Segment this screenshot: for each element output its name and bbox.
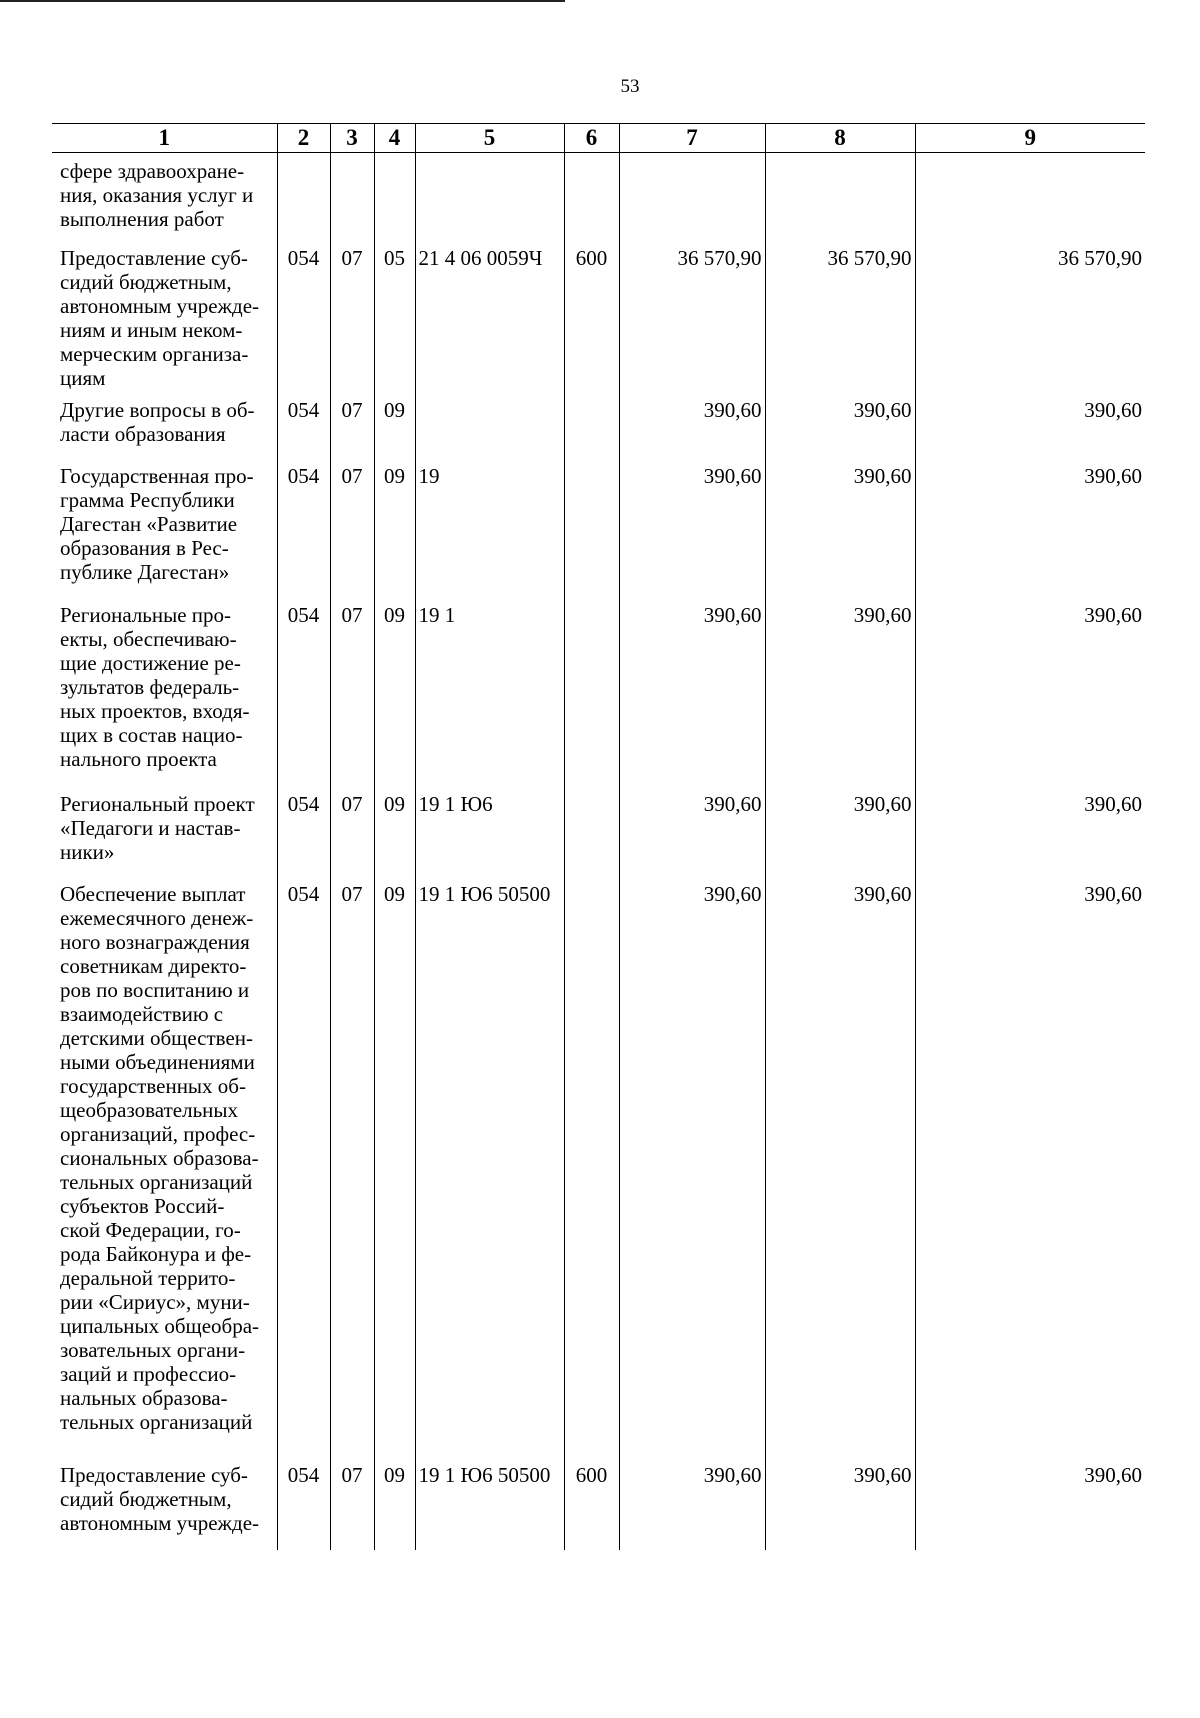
cell-subsection [374,153,415,243]
cell-amount-col8: 390,60 [765,600,915,789]
budget-table [52,123,1145,1550]
cell-amount-col9: 36 570,90 [915,243,1145,395]
column-header: 2 [277,124,330,153]
table-row [52,1460,1145,1550]
row-name: Государственная про- грамма Республики Дагестан «Развитие образования в Рес- публике Дагестан» [60,463,254,584]
cell-amount-col7: 390,60 [619,600,765,789]
cell-expense-type: 600 [564,243,619,395]
cell-subsection: 09 [374,789,415,879]
cell-admin-code: 054 [277,879,330,1460]
cell-amount-col7 [619,153,765,243]
cell-section [330,153,374,243]
cell-expense-type [564,600,619,789]
row-name: Региональные про- екты, обеспечиваю- щие достижение ре- зультатов федераль- ных проектов, входя- щих в состав нацио- нального проекта [60,602,250,771]
cell-amount-col8: 390,60 [765,395,915,461]
cell-subsection: 09 [374,395,415,461]
cell-amount-col8: 390,60 [765,1460,915,1550]
column-header: 1 [52,124,277,153]
cell-amount-col9: 390,60 [915,461,1145,600]
top-page-rule [0,0,565,2]
cell-amount-col7: 390,60 [619,879,765,1460]
cell-target-article: 19 1 Ю6 50500 [415,879,564,1460]
cell-section: 07 [330,243,374,395]
table-row [52,461,1145,600]
cell-admin-code: 054 [277,461,330,600]
cell-target-article: 19 [415,461,564,600]
column-header: 4 [374,124,415,153]
row-name: Предоставление суб- сидий бюджетным, автономным учрежде- [60,1462,260,1535]
cell-amount-col8: 390,60 [765,789,915,879]
cell-target-article: 19 1 Ю6 [415,789,564,879]
column-header: 9 [915,124,1145,153]
cell-amount-col7: 390,60 [619,395,765,461]
cell-section: 07 [330,395,374,461]
cell-expense-type [564,879,619,1460]
cell-amount-col9: 390,60 [915,395,1145,461]
cell-admin-code: 054 [277,789,330,879]
cell-subsection: 05 [374,243,415,395]
cell-admin-code: 054 [277,243,330,395]
cell-section: 07 [330,789,374,879]
cell-expense-type [564,461,619,600]
row-name: Региональный проект «Педагоги и настав- ники» [60,791,255,864]
row-name: Предоставление суб- сидий бюджетным, автономным учрежде- ниям и иным неком- мерческим организа- циям [60,245,260,390]
cell-amount-col9 [915,153,1145,243]
cell-admin-code [277,153,330,243]
table-row [52,153,1145,243]
cell-section: 07 [330,879,374,1460]
cell-amount-col7: 390,60 [619,1460,765,1550]
cell-admin-code: 054 [277,1460,330,1550]
cell-amount-col7: 390,60 [619,461,765,600]
cell-amount-col8: 390,60 [765,879,915,1460]
cell-section: 07 [330,1460,374,1550]
cell-expense-type: 600 [564,1460,619,1550]
column-header: 6 [564,124,619,153]
column-header: 3 [330,124,374,153]
table-row [52,243,1145,395]
cell-amount-col9: 390,60 [915,600,1145,789]
cell-expense-type [564,395,619,461]
cell-admin-code: 054 [277,395,330,461]
cell-expense-type [564,153,619,243]
cell-amount-col8: 36 570,90 [765,243,915,395]
cell-target-article: 21 4 06 0059Ч [415,243,564,395]
table-row [52,789,1145,879]
table-row [52,600,1145,789]
cell-target-article: 19 1 Ю6 50500 [415,1460,564,1550]
column-header: 8 [765,124,915,153]
cell-amount-col7: 36 570,90 [619,243,765,395]
page-number: 53 [620,76,640,97]
cell-subsection: 09 [374,879,415,1460]
cell-amount-col9: 390,60 [915,1460,1145,1550]
cell-admin-code: 054 [277,600,330,789]
cell-target-article [415,153,564,243]
cell-subsection: 09 [374,461,415,600]
cell-target-article [415,395,564,461]
row-name: Обеспечение выплат ежемесячного денеж- ного вознаграждения советникам директо- ров по воспитанию и взаимодействию с детскими обществен- ными объединениями государственных об- щеобразовательных организаций, профес- сиональных образова- тельных организаций субъектов Россий- ской Федерации, го- рода Байконура и фе- деральной террито- рии «Сириус», муни- ципальных общеобра- зовательных органи- заций и профессио- нальных образова- тельных организаций [60,881,260,1434]
cell-target-article: 19 1 [415,600,564,789]
cell-amount-col7: 390,60 [619,789,765,879]
table-row [52,395,1145,461]
table-row [52,879,1145,1460]
cell-amount-col8 [765,153,915,243]
row-name: сфере здравоохране- ния, оказания услуг и выполнения работ [60,159,254,231]
cell-subsection: 09 [374,600,415,789]
column-header: 5 [415,124,564,153]
cell-expense-type [564,789,619,879]
column-header: 7 [619,124,765,153]
table-header-row [52,124,1145,153]
cell-section: 07 [330,461,374,600]
cell-amount-col9: 390,60 [915,879,1145,1460]
cell-subsection: 09 [374,1460,415,1550]
cell-section: 07 [330,600,374,789]
row-name: Другие вопросы в об- ласти образования [60,397,255,446]
cell-amount-col9: 390,60 [915,789,1145,879]
cell-amount-col8: 390,60 [765,461,915,600]
